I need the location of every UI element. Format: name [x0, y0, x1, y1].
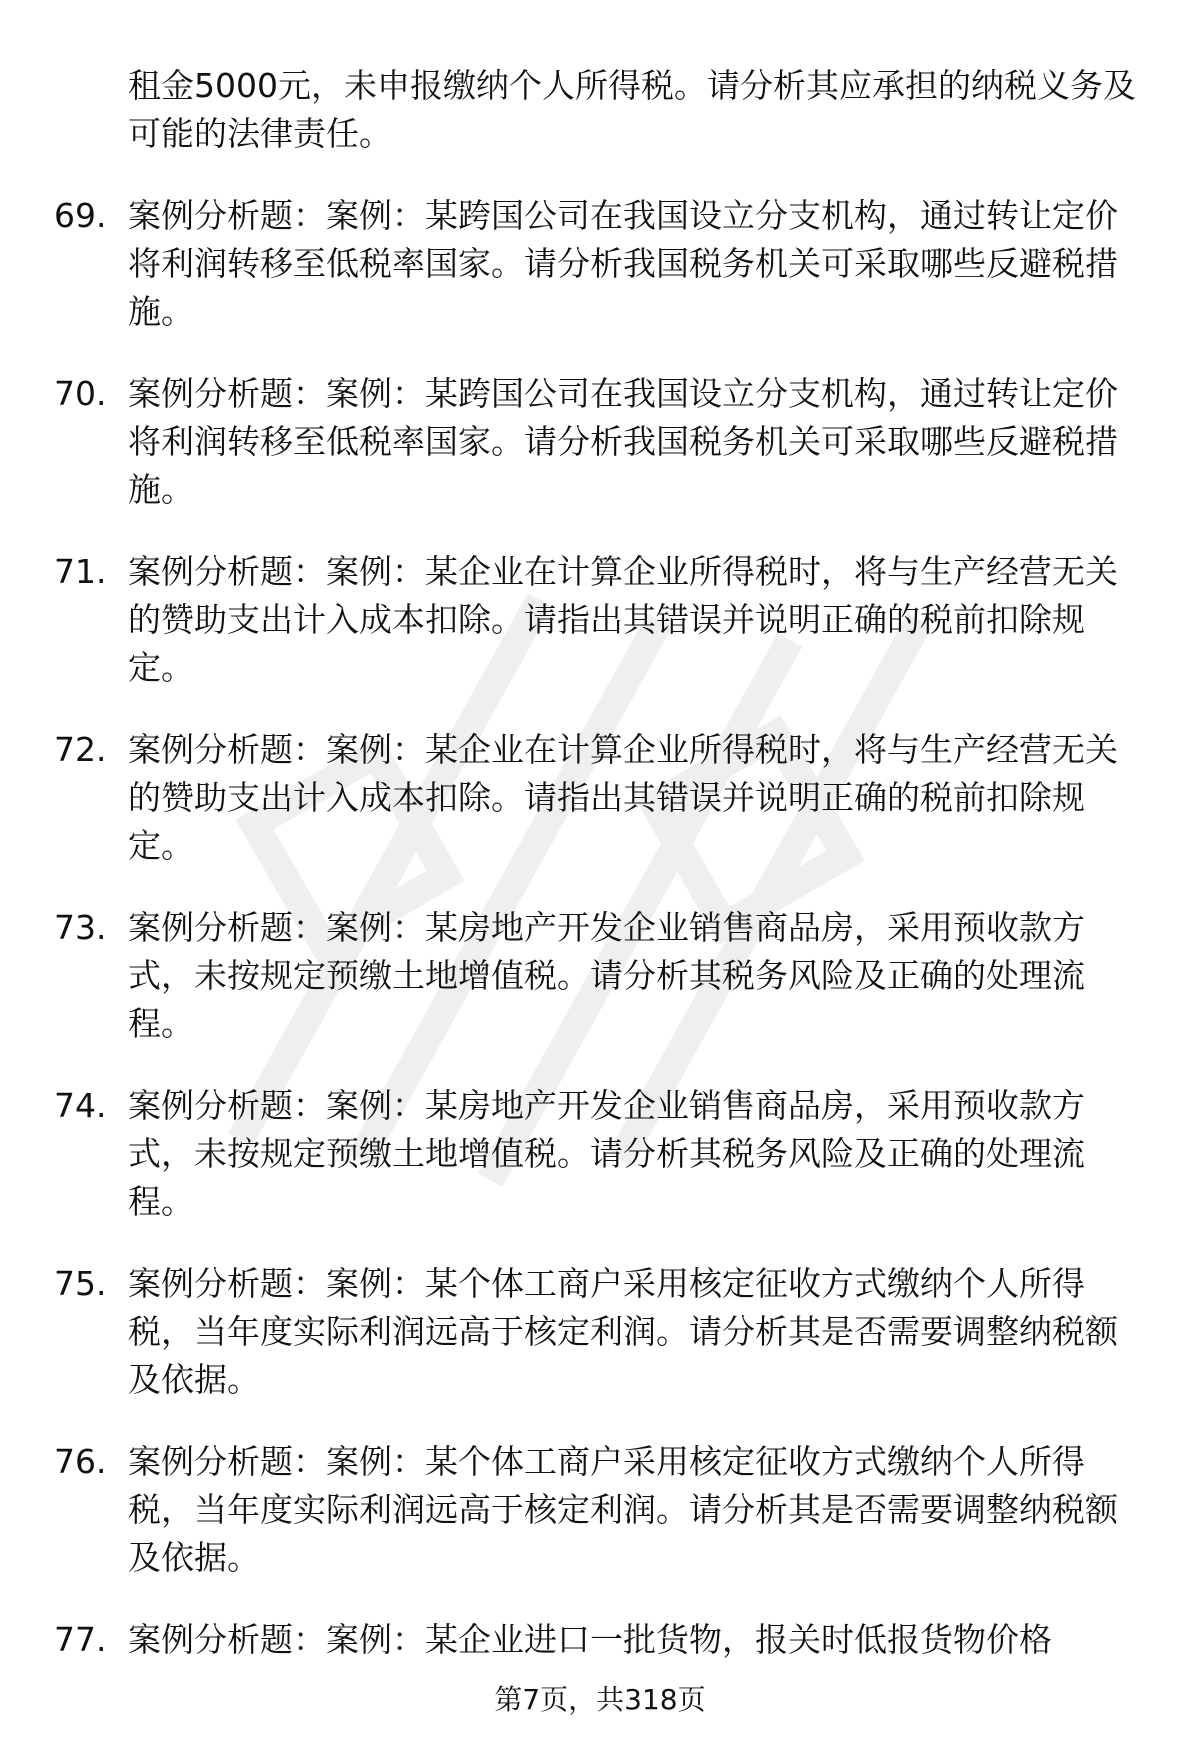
question-item — [54, 1260, 1154, 1404]
question-item — [54, 1082, 1154, 1226]
question-number: 71. — [54, 552, 107, 591]
question-number: 73. — [54, 908, 107, 947]
continuation-text: 租金5000元，未申报缴纳个人所得税。请分析其应承担的纳税义务及可能的法律责任。 — [128, 66, 1136, 153]
question-item — [54, 548, 1154, 692]
question-item — [54, 726, 1154, 870]
question-text: 案例分析题：案例：某企业在计算企业所得税时，将与生产经营无关的赞助支出计入成本扣除。请指出其错误并说明正确的税前扣除规定。 — [128, 730, 1118, 865]
question-number: 69. — [54, 196, 107, 235]
question-number: 74. — [54, 1086, 107, 1125]
question-text: 案例分析题：案例：某跨国公司在我国设立分支机构，通过转让定价将利润转移至低税率国家。请分析我国税务机关可采取哪些反避税措施。 — [128, 196, 1118, 331]
question-number: 72. — [54, 730, 107, 769]
question-text: 案例分析题：案例：某跨国公司在我国设立分支机构，通过转让定价将利润转移至低税率国家。请分析我国税务机关可采取哪些反避税措施。 — [128, 374, 1118, 509]
question-text: 案例分析题：案例：某企业进口一批货物，报关时低报货物价格 — [128, 1620, 1052, 1659]
question-item — [54, 904, 1154, 1048]
question-item — [54, 1616, 1154, 1664]
question-item — [54, 192, 1154, 336]
question-number: 76. — [54, 1442, 107, 1481]
page-footer: 第7页，共318页 — [494, 1683, 706, 1716]
question-text: 案例分析题：案例：某企业在计算企业所得税时，将与生产经营无关的赞助支出计入成本扣除。请指出其错误并说明正确的税前扣除规定。 — [128, 552, 1118, 687]
question-number: 75. — [54, 1264, 107, 1303]
document-body — [54, 62, 1154, 1664]
question-item — [54, 1438, 1154, 1582]
question-item — [54, 370, 1154, 514]
question-text: 案例分析题：案例：某个体工商户采用核定征收方式缴纳个人所得税，当年度实际利润远高于核定利润。请分析其是否需要调整纳税额及依据。 — [128, 1264, 1118, 1399]
question-number: 70. — [54, 374, 107, 413]
question-text: 案例分析题：案例：某房地产开发企业销售商品房，采用预收款方式，未按规定预缴土地增值税。请分析其税务风险及正确的处理流程。 — [128, 1086, 1085, 1221]
question-text: 案例分析题：案例：某房地产开发企业销售商品房，采用预收款方式，未按规定预缴土地增值税。请分析其税务风险及正确的处理流程。 — [128, 908, 1085, 1043]
question-text: 案例分析题：案例：某个体工商户采用核定征收方式缴纳个人所得税，当年度实际利润远高于核定利润。请分析其是否需要调整纳税额及依据。 — [128, 1442, 1118, 1577]
question-number: 77. — [54, 1620, 107, 1659]
